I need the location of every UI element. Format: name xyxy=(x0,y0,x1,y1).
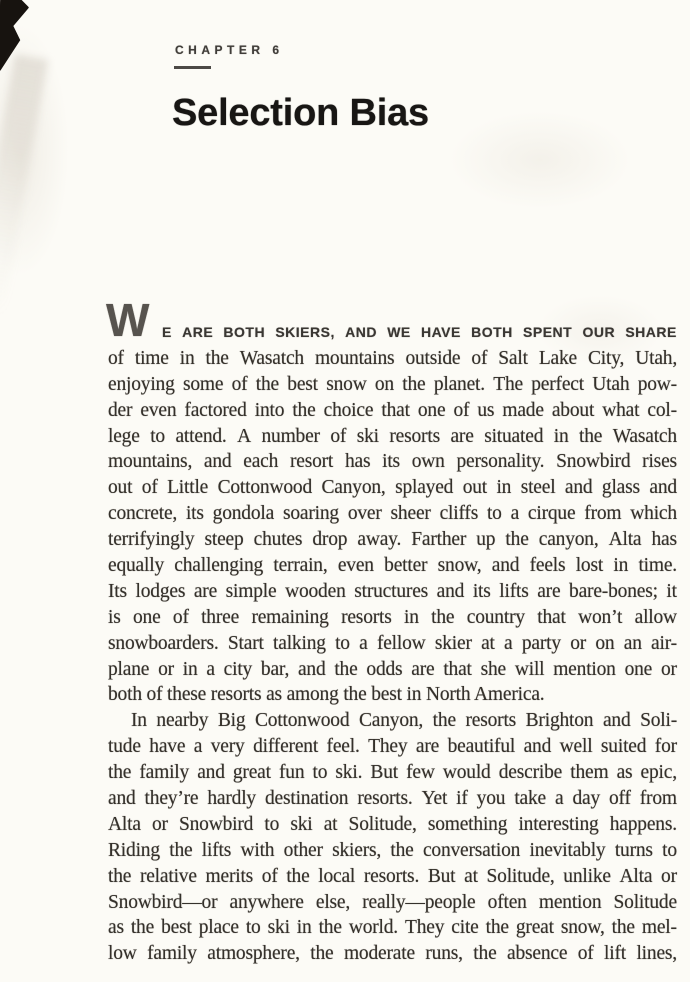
text-line: concrete, its gondola soaring over sheer cliffs to a cirque from which xyxy=(108,503,677,525)
text-line: der even factored into the choice that one of us made about what col- xyxy=(108,399,677,421)
text-line: is one of three remaining resorts in the country that won’t allow xyxy=(108,606,677,628)
text-line: mountains, and each resort has its own personality. Snowbird rises xyxy=(108,451,677,473)
text-line: lege to attend. A number of ski resorts are situated in the Wasatch xyxy=(108,425,677,447)
chapter-label: CHAPTER 6 xyxy=(175,43,284,57)
text-line: E ARE BOTH SKIERS, AND WE HAVE BOTH SPENT OUR SHARE xyxy=(162,324,677,340)
chapter-rule xyxy=(174,66,211,69)
scan-artifact-streak xyxy=(0,54,48,316)
text-line: enjoying some of the best snow on the planet. The perfect Utah pow- xyxy=(108,373,677,395)
text-line: Its lodges are simple wooden structures and its lifts are bare-bones; it xyxy=(108,580,677,602)
text-line: plane or in a city bar, and the odds are that she will mention one or xyxy=(108,658,677,680)
text-line: of time in the Wasatch mountains outside of Salt Lake City, Utah, xyxy=(108,347,677,369)
text-line: equally challenging terrain, even better snow, and feels lost in time. xyxy=(108,555,677,577)
text-line: low family atmosphere, the moderate runs, the absence of lift lines, xyxy=(108,943,677,965)
text-line: and they’re hardly destination resorts. Yet if you take a day off from xyxy=(108,788,677,810)
text-line: the relative merits of the local resorts. But at Solitude, unlike Alta or xyxy=(108,865,677,887)
page-title: Selection Bias xyxy=(172,92,429,134)
body-text xyxy=(108,320,677,967)
text-line: Snowbird—or anywhere else, really—people often mention Solitude xyxy=(108,891,677,913)
text-line: tude have a very different feel. They are beautiful and well suited for xyxy=(108,736,677,758)
text-line: as the best place to ski in the world. They cite the great snow, the mel- xyxy=(108,917,677,939)
text-line: In nearby Big Cottonwood Canyon, the resorts Brighton and Soli- xyxy=(131,710,677,732)
text-line: both of these resorts as among the best in North America. xyxy=(108,684,545,706)
text-line: Alta or Snowbird to ski at Solitude, something interesting happens. xyxy=(108,813,677,835)
text-line: snowboarders. Start talking to a fellow skier at a party or on an air- xyxy=(108,632,677,654)
dropcap-initial: W xyxy=(106,294,150,346)
text-line: out of Little Cottonwood Canyon, splayed out in steel and glass and xyxy=(108,477,677,499)
text-line: Riding the lifts with other skiers, the conversation inevitably turns to xyxy=(108,839,677,861)
text-line: terrifyingly steep chutes drop away. Farther up the canyon, Alta has xyxy=(108,529,677,551)
text-line: the family and great fun to ski. But few would describe them as epic, xyxy=(108,762,677,784)
